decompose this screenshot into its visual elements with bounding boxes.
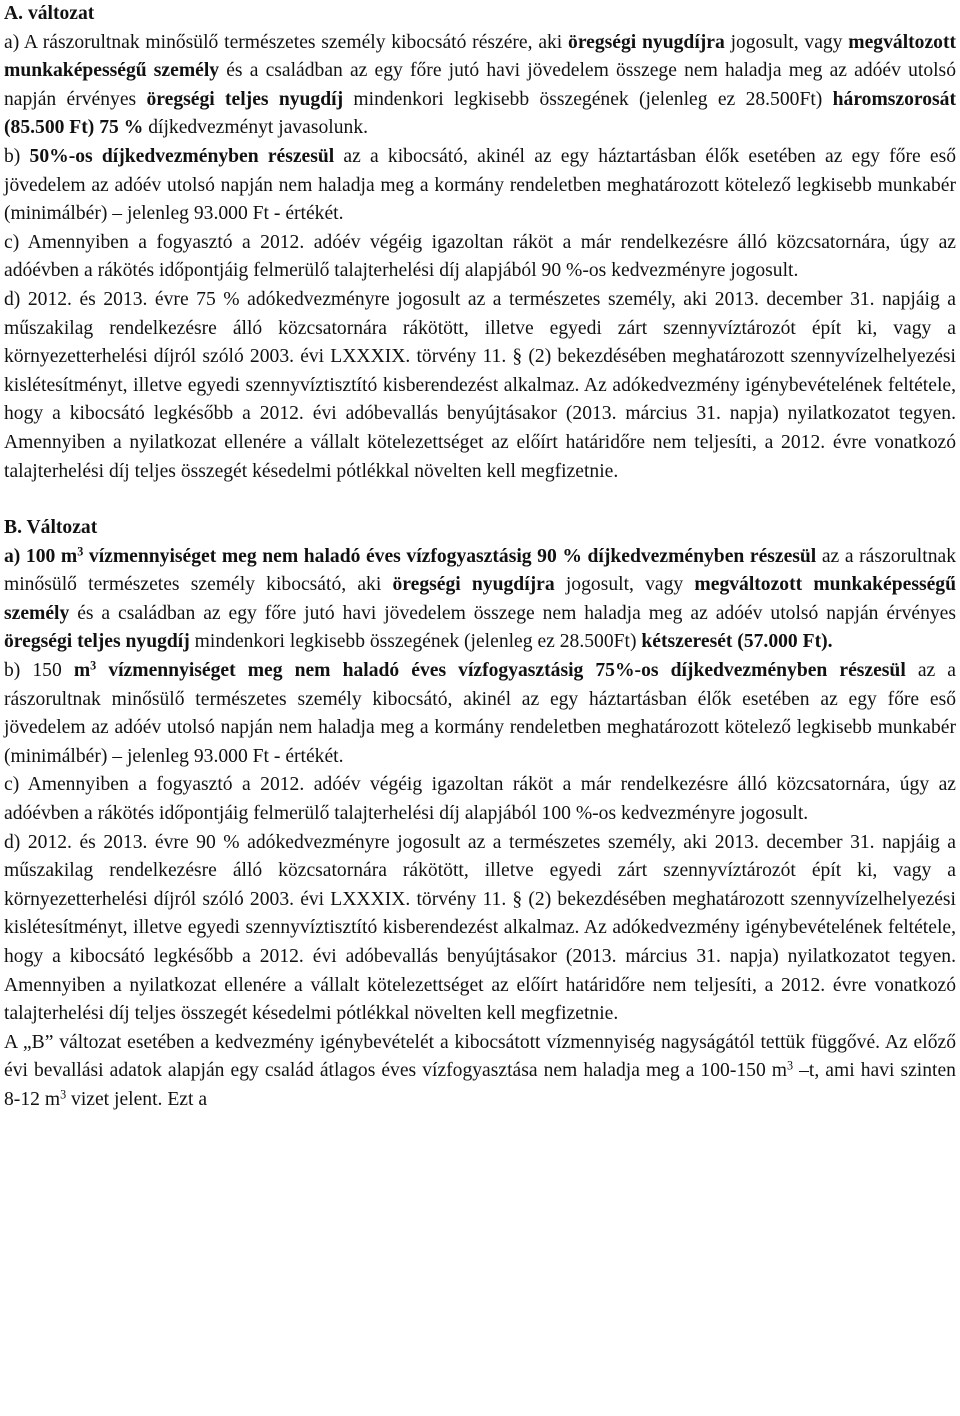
variant-b-paragraph-b	[4, 657, 956, 771]
closing-paragraph	[4, 1029, 956, 1115]
variant-b-paragraph-a	[4, 543, 956, 657]
superscript-text: 3	[77, 544, 84, 559]
variant-a-paragraph-a	[4, 29, 956, 143]
superscript-text: 3	[90, 658, 97, 673]
text-run: b)	[4, 145, 30, 167]
text-run: –t, ami havi szinten 8-12 m	[4, 1060, 956, 1110]
bold-text: megváltozott munkaképességű személy	[4, 31, 956, 82]
bold-text: megváltozott munkaképességű személy	[4, 574, 956, 624]
variant-b-paragraph-c: c) Amennyiben a fogyasztó a 2012. adóév végéig igazoltan ráköt a már rendelkezésre álló közcsatornára, úgy az adóévben a rákötés időpontjáig felmerülő talajterhelési díj alapjából 100 %-os kedvezményre jogosult.	[4, 774, 956, 825]
text-run: az a kibocsátó, akinél az egy háztartásban élők esetében az egy főre eső jövedelem az adóév utolsó napján nem haladja meg a kormány rendeletben meghatározott kötelező legkisebb munkabér (minimálbér) – jelenleg 93.000 Ft - értékét.	[4, 145, 956, 225]
bold-text: öregségi nyugdíjra	[568, 31, 725, 53]
variant-a-title: A. változat	[4, 3, 95, 24]
text-run: és a családban az egy főre jutó havi jövedelem összege nem haladja meg az adóév utolsó napján érvényes	[4, 60, 956, 110]
variant-a-paragraph-c: c) Amennyiben a fogyasztó a 2012. adóév végéig igazoltan ráköt a már rendelkezésre álló közcsatornára, úgy az adóévben a rákötés időpontjáig felmerülő talajterhelési díj alapjából 90 %-os kedvezményre jogosult.	[4, 231, 956, 282]
text-run: díjkedvezményt javasolunk.	[143, 117, 369, 139]
bold-text: öregségi teljes nyugdíj	[4, 631, 190, 653]
bold-text: kétszeresét (57.000 Ft).	[641, 631, 833, 653]
text-run: mindenkori legkisebb összegének (jelenleg ez 28.500Ft)	[343, 88, 833, 110]
bold-text: a) 100 m	[4, 545, 78, 567]
variant-a-paragraph-b	[4, 143, 956, 229]
text-run: jogosult, vagy	[724, 31, 849, 53]
text-run: A „B” változat esetében a kedvezmény igénybevételét a kibocsátott vízmennyiség nagyságától tettük függővé. Az előző évi bevallási adatok alapján egy család átlagos éves vízfogyasztása nem haladja meg a 100-150 m	[4, 1031, 956, 1082]
bold-text: öregségi teljes nyugdíj	[146, 88, 344, 110]
variant-b-title-rest: Változat	[21, 517, 98, 539]
variant-b-paragraph-d: d) 2012. és 2013. évre 90 % adókedvezményre jogosult az a természetes személy, aki 2013. december 31. napjáig a műszakilag rendelkezésre álló közcsatornára rákötött, illetve egyedi zárt szennyvíztározót épít ki, vagy a környezetterhelési díjról szóló 2003. évi LXXXIX. törvény 11. § (2) bekezdésében meghatározott szennyvízelhelyezési kislétesítményt, illetve egyedi szennyvíztisztító kisberendezést alkalmaz. Az adókedvezmény igénybevételének feltétele, hogy a kibocsátó legkésőbb a 2012. évi adóbevallás benyújtásakor (2013. március 31. napja) nyilatkozatot tegyen. Amennyiben a nyilatkozat ellenére a vállalt kötelezettséget az előírt határidőre nem teljesíti, a 2012. évre vonatkozó talajterhelési díj teljes összegét késedelmi pótlékkal növelten kell megfizetnie.	[4, 831, 956, 1025]
text-run: az a rászorultnak minősülő természetes személy kibocsátó, aki	[4, 545, 956, 596]
text-run: vizet jelent. Ezt a	[66, 1088, 208, 1110]
text-run: az a rászorultnak minősülő természetes személy kibocsátó, akinél az egy háztartásban élők esetében az egy főre eső jövedelem az adóév utolsó napján nem haladja meg a kormány rendeletben meghatározott kötelező legkisebb munkabér (minimálbér) – jelenleg 93.000 Ft - értékét.	[4, 660, 956, 767]
bold-text: 50%-os díjkedvezményben részesül	[29, 145, 335, 167]
variant-b-title	[4, 514, 956, 543]
bold-text: öregségi nyugdíjra	[392, 574, 555, 596]
bold-text: vízmennyiséget meg nem haladó éves vízfogyasztásig 90 % díjkedvezményben részesül	[83, 545, 817, 567]
bold-text: m	[73, 660, 91, 682]
text-run: mindenkori legkisebb összegének (jelenleg ez 28.500Ft)	[189, 631, 642, 653]
bold-text: vízmennyiséget meg nem haladó éves vízfogyasztásig 75%-os díjkedvezményben részesül	[96, 660, 906, 682]
text-run: a) A rászorultnak minősülő természetes személy kibocsátó részére, aki	[4, 31, 569, 53]
variant-b-title-prefix: B.	[4, 517, 22, 539]
text-run: b) 150	[4, 660, 74, 682]
variant-a-paragraph-d: d) 2012. és 2013. évre 75 % adókedvezményre jogosult az a természetes személy, aki 2013. december 31. napjáig a műszakilag rendelkezésre álló közcsatornára rákötött, illetve egyedi zárt szennyvíztározót épít ki, vagy a környezetterhelési díjról szóló 2003. évi LXXXIX. törvény 11. § (2) bekezdésében meghatározott szennyvízelhelyezési kislétesítményt, illetve egyedi szennyvíztisztító kisberendezést alkalmaz. Az adókedvezmény igénybevételének feltétele, hogy a kibocsátó legkésőbb a 2012. évi adóbevallás benyújtásakor (2013. március 31. napja) nyilatkozatot tegyen. Amennyiben a nyilatkozat ellenére a vállalt kötelezettséget az előírt határidőre nem teljesíti, a 2012. évre vonatkozó talajterhelési díj teljes összegét késedelmi pótlékkal növelten kell megfizetnie.	[4, 288, 956, 482]
section-spacer	[4, 486, 956, 514]
superscript-text: 3	[787, 1058, 794, 1073]
text-run: és a családban az egy főre jutó havi jövedelem összege nem haladja meg az adóév utolsó napján érvényes	[69, 602, 956, 624]
text-run: jogosult, vagy	[554, 574, 695, 596]
superscript-text: 3	[60, 1087, 67, 1102]
bold-text: háromszorosát (85.500 Ft) 75 %	[4, 88, 957, 139]
